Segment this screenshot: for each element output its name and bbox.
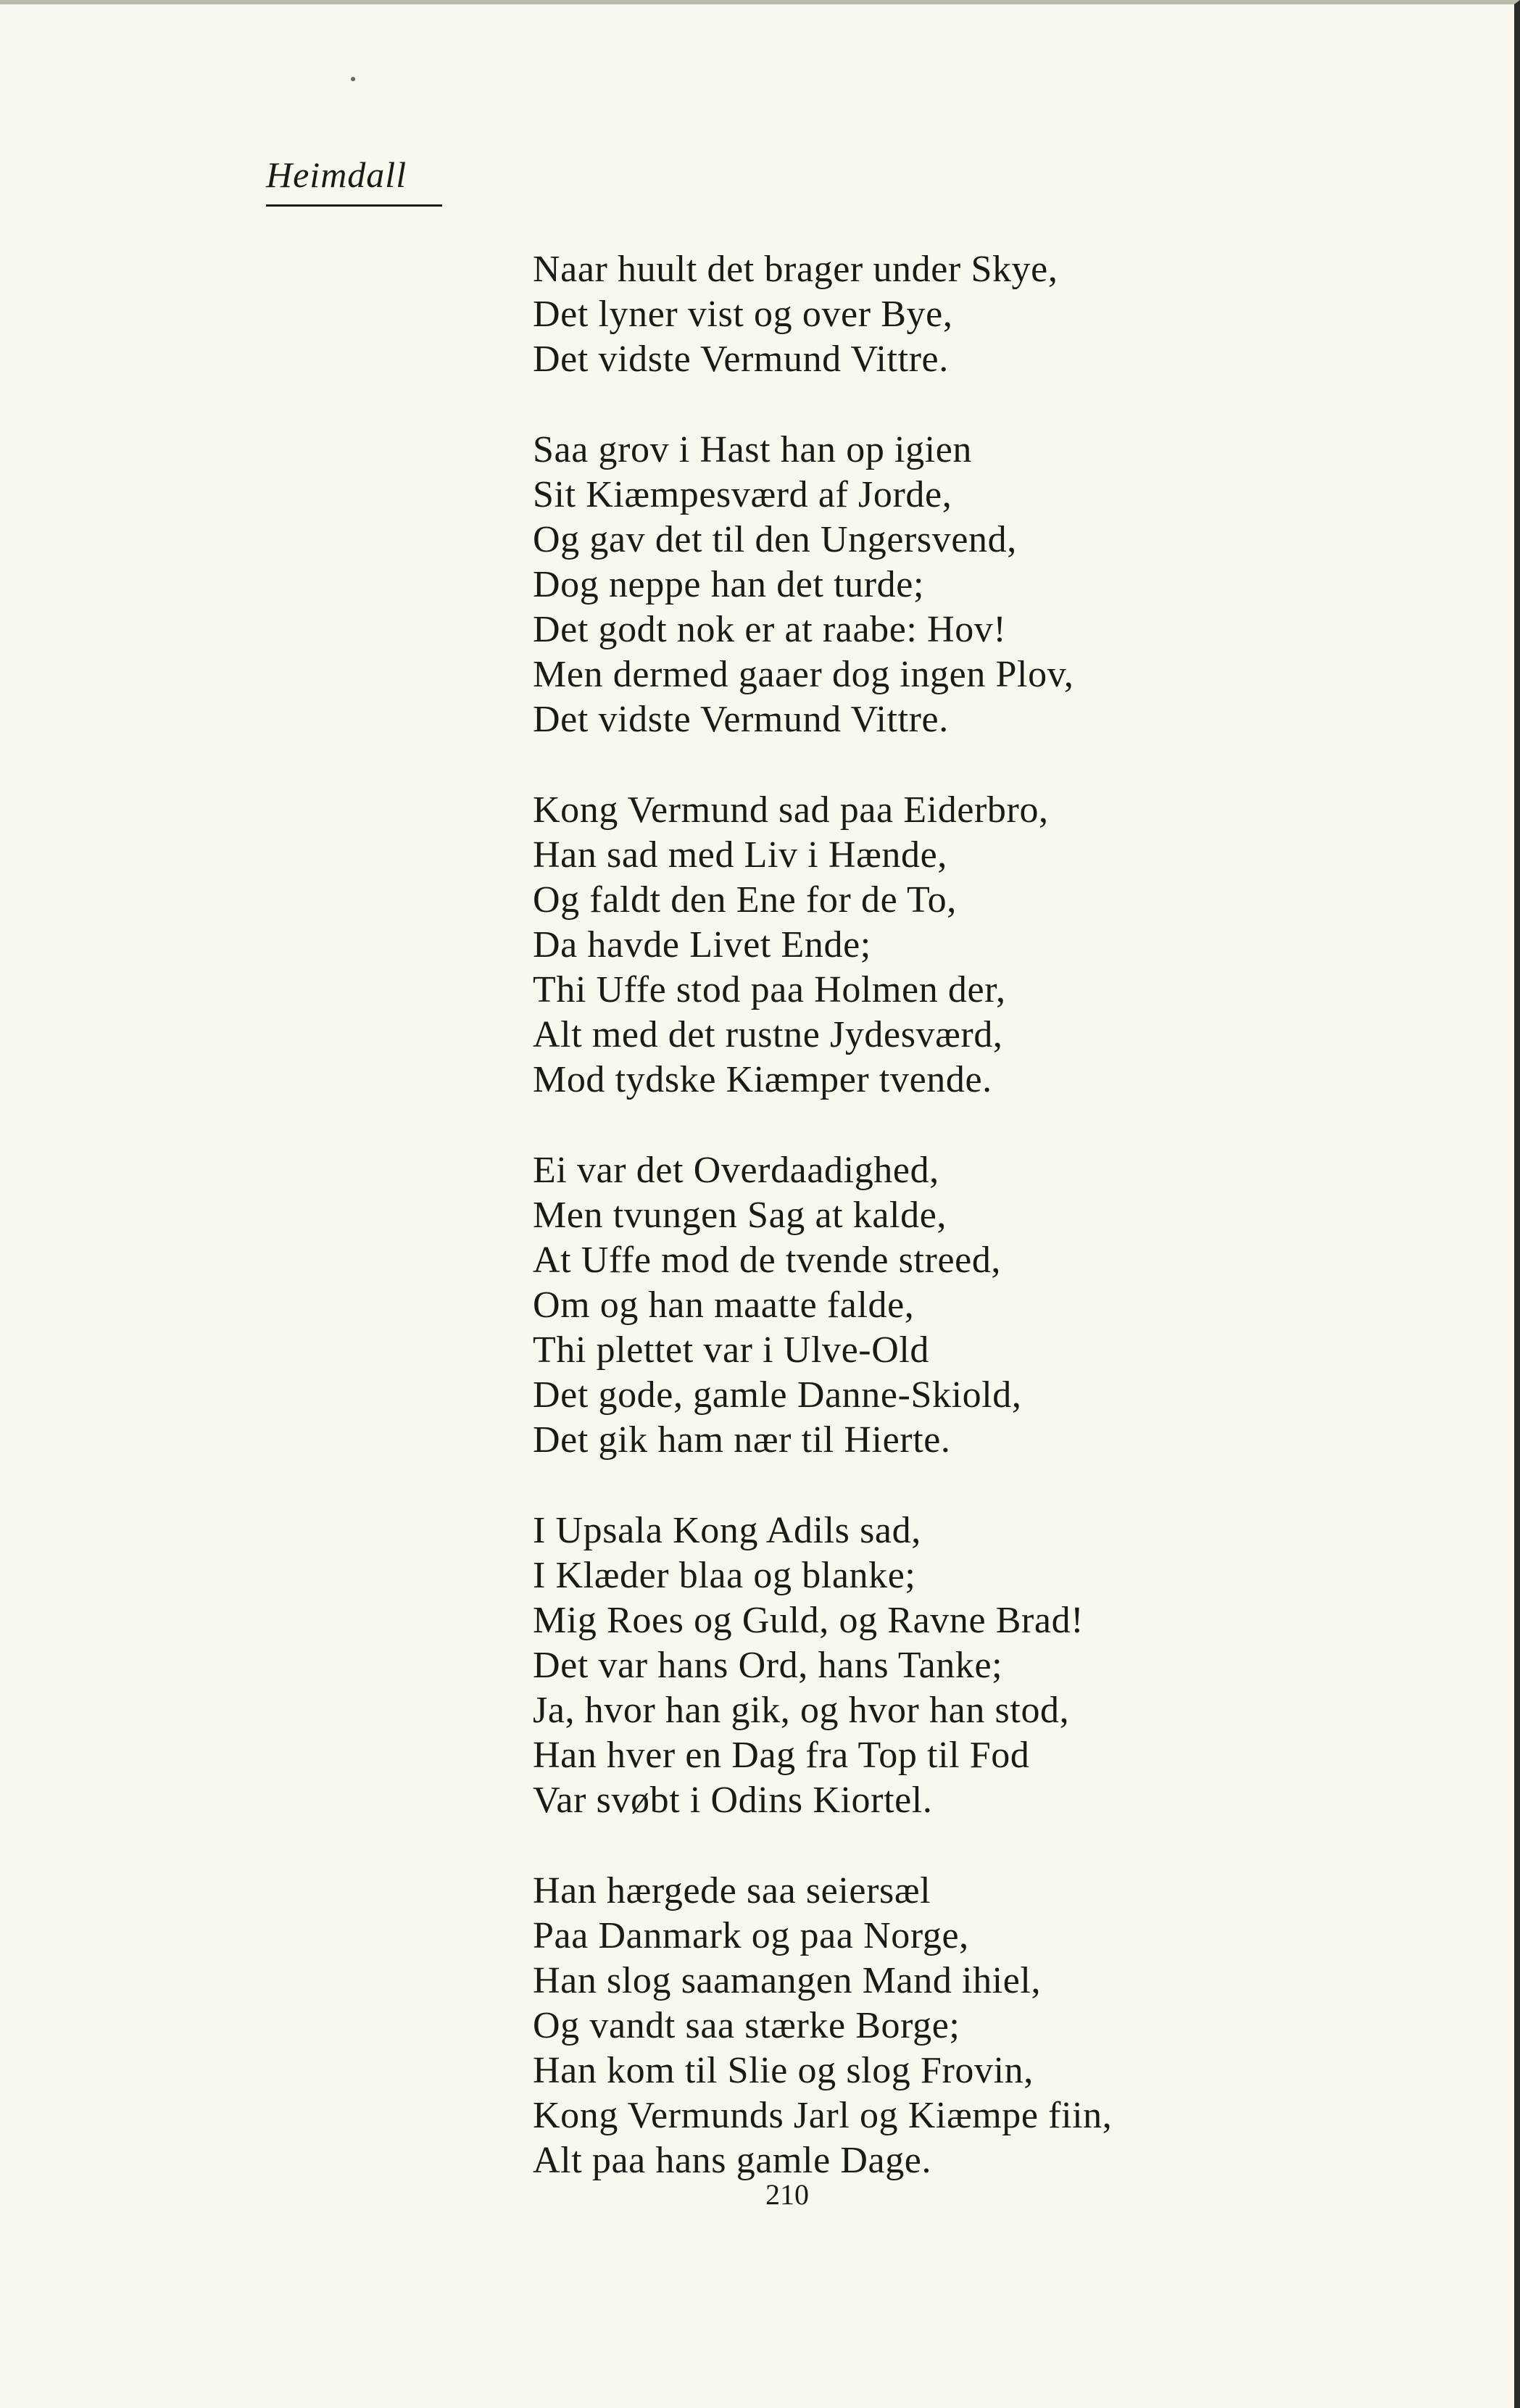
verse-line: Saa grov i Hast han op igien bbox=[533, 429, 973, 470]
verse-line: Og gav det til den Ungersvend, bbox=[533, 519, 1017, 560]
verse-line: Det godt nok er at raabe: Hov! bbox=[533, 609, 1007, 650]
stanza bbox=[533, 1508, 1475, 1823]
verse-line: I Klæder blaa og blanke; bbox=[533, 1555, 916, 1596]
ink-speck bbox=[351, 77, 355, 81]
verse-line: Men dermed gaaer dog ingen Plov, bbox=[533, 654, 1074, 695]
poem-body bbox=[533, 247, 1475, 2229]
verse-line: Mig Roes og Guld, og Ravne Brad! bbox=[533, 1600, 1084, 1641]
page-number: 210 bbox=[765, 2178, 809, 2211]
verse-line: Da havde Livet Ende; bbox=[533, 924, 871, 966]
verse-line: Han sad med Liv i Hænde, bbox=[533, 834, 947, 876]
verse-line: Men tvungen Sag at kalde, bbox=[533, 1195, 947, 1236]
verse-line: Han kom til Slie og slog Frovin, bbox=[533, 2050, 1034, 2091]
stanza bbox=[533, 247, 1475, 382]
verse-line: Dog neppe han det turde; bbox=[533, 564, 925, 605]
running-head: Heimdall bbox=[266, 154, 407, 195]
verse-line: Kong Vermunds Jarl og Kiæmpe fiin, bbox=[533, 2095, 1113, 2136]
verse-line: Han hver en Dag fra Top til Fod bbox=[533, 1735, 1030, 1776]
verse-line: Naar huult det brager under Skye, bbox=[533, 249, 1058, 290]
running-head-rule bbox=[266, 204, 442, 207]
verse-line: Han hærgede saa seiersæl bbox=[533, 1870, 931, 1911]
verse-line: Alt med det rustne Jydesværd, bbox=[533, 1014, 1003, 1055]
stanza bbox=[533, 788, 1475, 1103]
verse-line: Og vandt saa stærke Borge; bbox=[533, 2005, 960, 2046]
verse-line: Alt paa hans gamle Dage. bbox=[533, 2140, 932, 2181]
verse-line: Om og han maatte falde, bbox=[533, 1284, 915, 1326]
verse-line: I Upsala Kong Adils sad, bbox=[533, 1510, 921, 1551]
verse-line: Thi plettet var i Ulve-Old bbox=[533, 1329, 930, 1371]
verse-line: Det gik ham nær til Hierte. bbox=[533, 1419, 951, 1461]
verse-line: Ja, hvor han gik, og hvor han stod, bbox=[533, 1690, 1070, 1731]
stanza bbox=[533, 1869, 1475, 2183]
verse-line: Det var hans Ord, hans Tanke; bbox=[533, 1645, 1003, 1686]
verse-line: Kong Vermund sad paa Eiderbro, bbox=[533, 789, 1049, 831]
verse-line: Det vidste Vermund Vittre. bbox=[533, 339, 949, 380]
verse-line: Det lyner vist og over Bye, bbox=[533, 294, 953, 335]
verse-line: Det gode, gamle Danne-Skiold, bbox=[533, 1374, 1022, 1416]
verse-line: Var svøbt i Odins Kiortel. bbox=[533, 1780, 933, 1821]
verse-line: Sit Kiæmpesværd af Jorde, bbox=[533, 474, 952, 515]
verse-line: Mod tydske Kiæmper tvende. bbox=[533, 1059, 992, 1100]
verse-line: Ei var det Overdaadighed, bbox=[533, 1150, 939, 1191]
verse-line: At Uffe mod de tvende streed, bbox=[533, 1240, 1002, 1281]
stanza bbox=[533, 428, 1475, 742]
verse-line: Han slog saamangen Mand ihiel, bbox=[533, 1960, 1042, 2001]
verse-line: Det vidste Vermund Vittre. bbox=[533, 699, 949, 740]
verse-line: Paa Danmark og paa Norge, bbox=[533, 1915, 969, 1956]
stanza bbox=[533, 1148, 1475, 1463]
verse-line: Og faldt den Ene for de To, bbox=[533, 879, 957, 921]
verse-line: Thi Uffe stod paa Holmen der, bbox=[533, 969, 1006, 1010]
